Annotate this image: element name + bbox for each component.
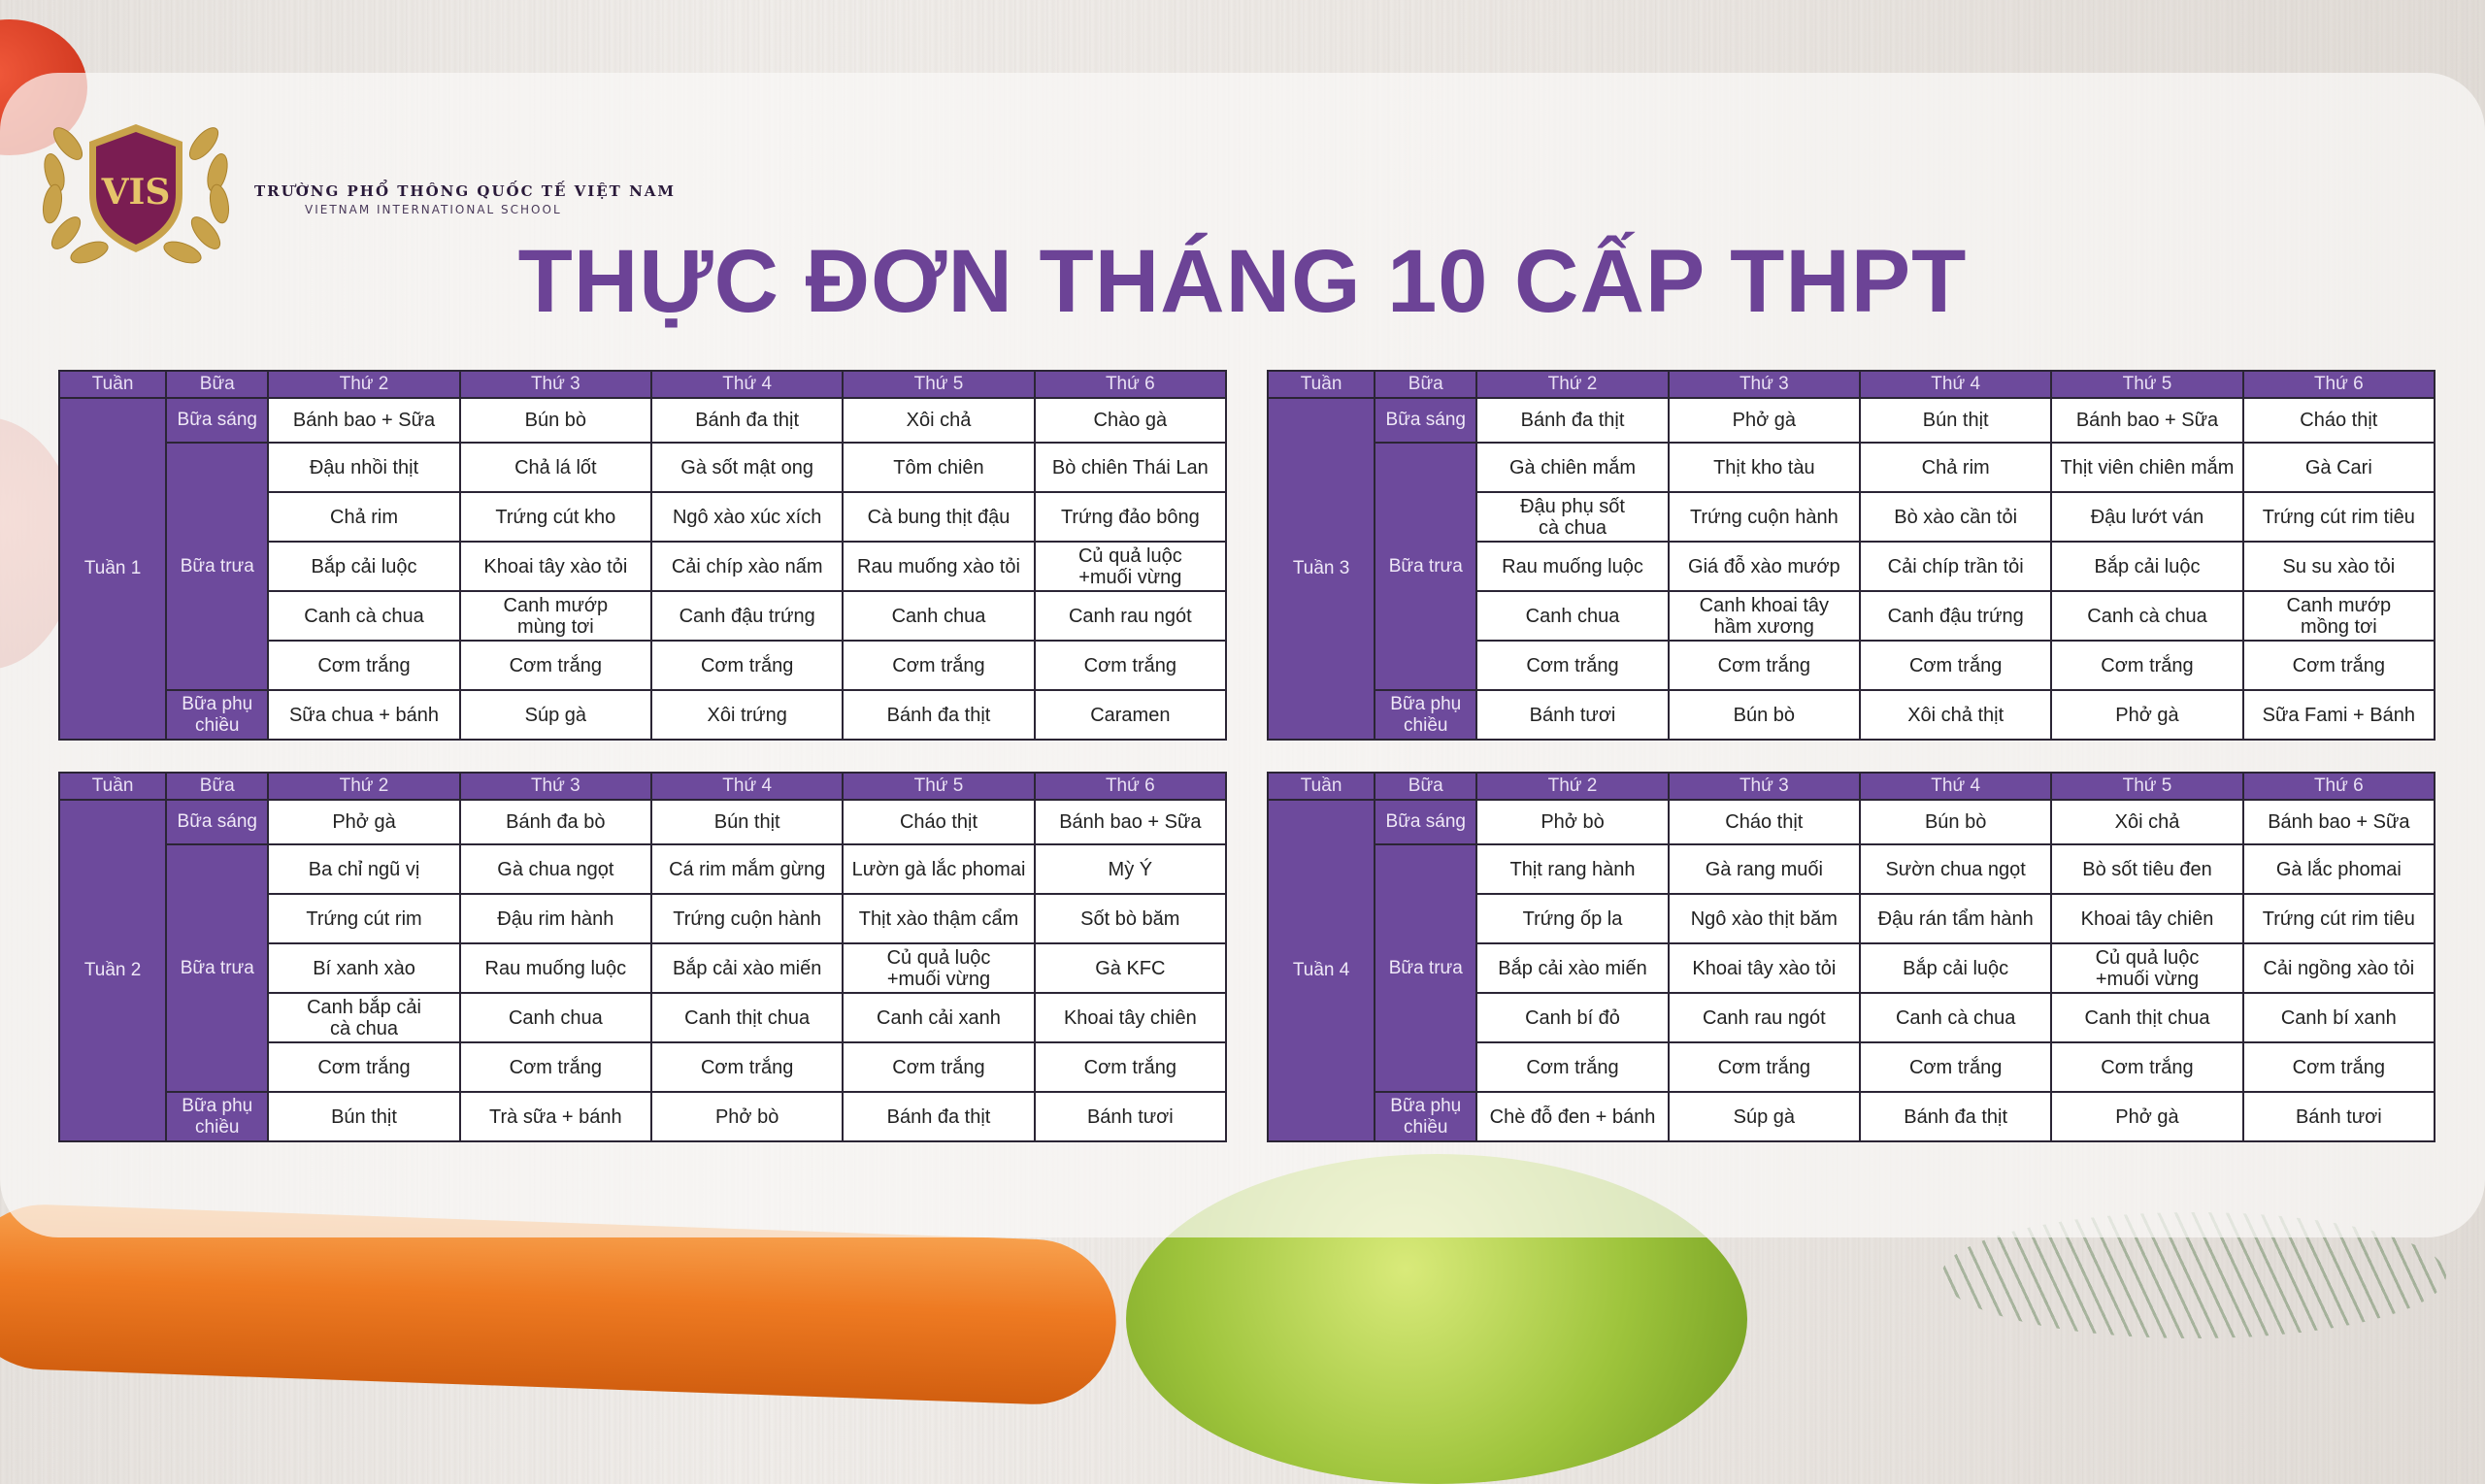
menu-cell: Khoai tây chiên (2051, 894, 2242, 943)
menu-cell: Canh mướp mùng tơi (460, 591, 651, 641)
meal-label-breakfast: Bữa sáng (166, 800, 268, 844)
menu-cell: Cơm trắng (1476, 641, 1668, 690)
menu-cell: Canh cà chua (2051, 591, 2242, 641)
menu-cell: Canh chua (1476, 591, 1668, 641)
menu-cell: Cơm trắng (460, 641, 651, 690)
menu-cell: Ba chỉ ngũ vị (268, 844, 459, 894)
menu-cell: Bánh đa bò (460, 800, 651, 844)
column-header: Thứ 4 (1860, 371, 2051, 398)
menu-cell: Gà sốt mật ong (651, 443, 843, 492)
menu-cell: Xôi chả (843, 398, 1034, 443)
menu-cell: Canh mướp mồng tơi (2243, 591, 2435, 641)
menu-cell: Phở bò (651, 1092, 843, 1141)
column-header: Thứ 5 (2051, 773, 2242, 800)
meal-label-snack: Bữa phụ chiều (166, 690, 268, 740)
menu-cell: Canh rau ngót (1035, 591, 1226, 641)
meal-label-snack: Bữa phụ chiều (1375, 690, 1476, 740)
lunch-row (59, 844, 1226, 894)
menu-cell: Cơm trắng (1476, 1042, 1668, 1092)
menu-cell: Trứng cút kho (460, 492, 651, 542)
menu-cell: Chào gà (1035, 398, 1226, 443)
menu-cell: Bánh đa thịt (843, 690, 1034, 740)
menu-cell: Bánh tươi (1035, 1092, 1226, 1141)
menu-cell: Cơm trắng (268, 641, 459, 690)
menu-cell: Cơm trắng (2051, 1042, 2242, 1092)
column-header: Thứ 3 (460, 371, 651, 398)
meal-label-lunch: Bữa trưa (166, 443, 268, 690)
menu-cell: Ngô xào xúc xích (651, 492, 843, 542)
menu-table-week-3 (1267, 370, 2435, 741)
school-name-en: VIETNAM INTERNATIONAL SCHOOL (305, 203, 562, 216)
menu-cell: Bắp cải luộc (1860, 943, 2051, 993)
breakfast-row (59, 800, 1226, 844)
column-header: Thứ 4 (651, 371, 843, 398)
menu-cell: Phở gà (2051, 1092, 2242, 1141)
menu-cell: Thịt xào thậm cẩm (843, 894, 1034, 943)
header-row (59, 371, 1226, 398)
menu-cell: Su su xào tỏi (2243, 542, 2435, 591)
menu-cell: Cải ngồng xào tỏi (2243, 943, 2435, 993)
header-row (1268, 773, 2435, 800)
menu-cell: Trứng cuộn hành (651, 894, 843, 943)
menu-cell: Bánh đa thịt (651, 398, 843, 443)
menu-cell: Bắp cải luộc (268, 542, 459, 591)
column-header: Thứ 3 (460, 773, 651, 800)
menu-table-week-4 (1267, 772, 2435, 1142)
column-header: Thứ 6 (2243, 773, 2435, 800)
menu-cell: Sữa Fami + Bánh (2243, 690, 2435, 740)
menu-cell: Canh chua (460, 993, 651, 1042)
menu-cell: Rau muống xào tỏi (843, 542, 1034, 591)
menu-cell: Bánh đa thịt (843, 1092, 1034, 1141)
column-header: Thứ 6 (1035, 773, 1226, 800)
column-header: Tuần (1268, 773, 1375, 800)
meal-label-lunch: Bữa trưa (166, 844, 268, 1092)
menu-cell: Bò sốt tiêu đen (2051, 844, 2242, 894)
menu-cell: Đậu lướt ván (2051, 492, 2242, 542)
menu-cell: Cơm trắng (651, 641, 843, 690)
week-label: Tuần 3 (1268, 398, 1375, 740)
column-header: Thứ 2 (268, 371, 459, 398)
meal-label-breakfast: Bữa sáng (166, 398, 268, 443)
menu-cell: Ngô xào thịt băm (1669, 894, 1860, 943)
menu-cell: Bánh bao + Sữa (268, 398, 459, 443)
menu-cell: Cá rim mắm gừng (651, 844, 843, 894)
meal-label-snack: Bữa phụ chiều (1375, 1092, 1476, 1141)
menu-cell: Bí xanh xào (268, 943, 459, 993)
menu-cell: Bánh bao + Sữa (2243, 800, 2435, 844)
menu-cell: Bún thịt (651, 800, 843, 844)
column-header: Thứ 5 (2051, 371, 2242, 398)
column-header: Thứ 2 (1476, 773, 1668, 800)
column-header: Thứ 6 (2243, 371, 2435, 398)
menu-cell: Trứng cút rim tiêu (2243, 492, 2435, 542)
column-header: Tuần (59, 371, 166, 398)
menu-cell: Gà Cari (2243, 443, 2435, 492)
menu-cell: Súp gà (1669, 1092, 1860, 1141)
menu-cell: Giá đỗ xào mướp (1669, 542, 1860, 591)
menu-cell: Bánh bao + Sữa (1035, 800, 1226, 844)
menu-cell: Cơm trắng (843, 1042, 1034, 1092)
menu-cell: Bún bò (460, 398, 651, 443)
menu-cell: Cải chíp trần tỏi (1860, 542, 2051, 591)
column-header: Thứ 2 (268, 773, 459, 800)
column-header: Tuần (1268, 371, 1375, 398)
menu-cell: Chả lá lốt (460, 443, 651, 492)
menu-cell: Canh bí xanh (2243, 993, 2435, 1042)
menu-cell: Cháo thịt (2243, 398, 2435, 443)
menu-cell: Cơm trắng (2051, 641, 2242, 690)
menu-cell: Phở gà (2051, 690, 2242, 740)
menu-cell: Cơm trắng (1035, 1042, 1226, 1092)
menu-cell: Thịt kho tàu (1669, 443, 1860, 492)
menu-cell: Cơm trắng (651, 1042, 843, 1092)
menu-cell: Gà KFC (1035, 943, 1226, 993)
menu-cell: Canh bí đỏ (1476, 993, 1668, 1042)
menu-cell: Canh đậu trứng (1860, 591, 2051, 641)
meal-label-breakfast: Bữa sáng (1375, 800, 1476, 844)
column-header: Thứ 3 (1669, 371, 1860, 398)
menu-cell: Khoai tây xào tỏi (460, 542, 651, 591)
column-header: Thứ 2 (1476, 371, 1668, 398)
menu-cell: Thịt rang hành (1476, 844, 1668, 894)
menu-cell: Sườn chua ngọt (1860, 844, 2051, 894)
menu-cell: Cơm trắng (1035, 641, 1226, 690)
menu-cell: Cơm trắng (1669, 1042, 1860, 1092)
header-row (59, 773, 1226, 800)
column-header: Thứ 5 (843, 371, 1034, 398)
menu-cell: Xôi chả (2051, 800, 2242, 844)
column-header: Bữa (1375, 773, 1476, 800)
menu-cell: Cải chíp xào nấm (651, 542, 843, 591)
menu-cell: Canh thịt chua (2051, 993, 2242, 1042)
breakfast-row (1268, 398, 2435, 443)
menu-cell: Khoai tây chiên (1035, 993, 1226, 1042)
menu-cell: Canh đậu trứng (651, 591, 843, 641)
meal-label-snack: Bữa phụ chiều (166, 1092, 268, 1141)
menu-cell: Bún thịt (1860, 398, 2051, 443)
meal-label-lunch: Bữa trưa (1375, 443, 1476, 690)
lunch-row (1268, 443, 2435, 492)
menu-cell: Đậu phụ sốt cà chua (1476, 492, 1668, 542)
menu-cell: Trứng cuộn hành (1669, 492, 1860, 542)
menu-cell: Bắp cải xào miến (651, 943, 843, 993)
menu-cell: Phở gà (268, 800, 459, 844)
logo-text: VIS (101, 172, 171, 213)
menu-cell: Bò chiên Thái Lan (1035, 443, 1226, 492)
menu-cell: Cơm trắng (1860, 641, 2051, 690)
menu-cell: Cơm trắng (2243, 641, 2435, 690)
menu-cell: Canh cà chua (1860, 993, 2051, 1042)
menu-cell: Gà chua ngọt (460, 844, 651, 894)
menu-table-week-1 (58, 370, 1227, 741)
menu-cell: Khoai tây xào tỏi (1669, 943, 1860, 993)
menu-cell: Trứng cút rim (268, 894, 459, 943)
menu-cell: Bánh tươi (1476, 690, 1668, 740)
menu-cell: Cơm trắng (2243, 1042, 2435, 1092)
menu-cell: Cơm trắng (268, 1042, 459, 1092)
menu-cell: Chả rim (268, 492, 459, 542)
week-label: Tuần 2 (59, 800, 166, 1141)
menu-cell: Đậu rán tẩm hành (1860, 894, 2051, 943)
menu-cell: Trứng ốp la (1476, 894, 1668, 943)
menu-cell: Rau muống luộc (1476, 542, 1668, 591)
menu-cell: Trà sữa + bánh (460, 1092, 651, 1141)
menu-cell: Sốt bò băm (1035, 894, 1226, 943)
menu-cell: Phở gà (1669, 398, 1860, 443)
breakfast-row (59, 398, 1226, 443)
menu-cell: Bắp cải luộc (2051, 542, 2242, 591)
menu-cell: Cơm trắng (1669, 641, 1860, 690)
column-header: Thứ 3 (1669, 773, 1860, 800)
snack-row (1268, 1092, 2435, 1141)
menu-cell: Củ quả luộc +muối vừng (843, 943, 1034, 993)
menu-cell: Caramen (1035, 690, 1226, 740)
menu-cell: Chả rim (1860, 443, 2051, 492)
menu-cell: Phở bò (1476, 800, 1668, 844)
menu-cell: Mỳ Ý (1035, 844, 1226, 894)
menu-cell: Bánh đa thịt (1476, 398, 1668, 443)
menu-cell: Canh thịt chua (651, 993, 843, 1042)
meal-label-lunch: Bữa trưa (1375, 844, 1476, 1092)
meal-label-breakfast: Bữa sáng (1375, 398, 1476, 443)
menu-cell: Gà chiên mắm (1476, 443, 1668, 492)
menu-cell: Thịt viên chiên mắm (2051, 443, 2242, 492)
menu-cell: Bún bò (1669, 690, 1860, 740)
menu-cell: Bún bò (1860, 800, 2051, 844)
page-title: THỰC ĐƠN THÁNG 10 CẤP THPT (517, 232, 1968, 331)
column-header: Tuần (59, 773, 166, 800)
breakfast-row (1268, 800, 2435, 844)
menu-cell: Đậu rim hành (460, 894, 651, 943)
menu-cell: Lườn gà lắc phomai (843, 844, 1034, 894)
week-label: Tuần 1 (59, 398, 166, 740)
menu-table-week-2 (58, 772, 1227, 1142)
menu-cell: Trứng đảo bông (1035, 492, 1226, 542)
menu-cell: Súp gà (460, 690, 651, 740)
column-header: Bữa (166, 773, 268, 800)
menu-cell: Củ quả luộc +muối vừng (1035, 542, 1226, 591)
column-header: Bữa (166, 371, 268, 398)
menu-cell: Canh cải xanh (843, 993, 1034, 1042)
menu-cell: Chè đỗ đen + bánh (1476, 1092, 1668, 1141)
menu-cell: Cà bung thịt đậu (843, 492, 1034, 542)
menu-cell: Trứng cút rim tiêu (2243, 894, 2435, 943)
menu-cell: Canh rau ngót (1669, 993, 1860, 1042)
snack-row (59, 1092, 1226, 1141)
menu-cell: Canh cà chua (268, 591, 459, 641)
menu-cell: Cơm trắng (460, 1042, 651, 1092)
menu-cell: Cơm trắng (1860, 1042, 2051, 1092)
menu-cell: Gà rang muối (1669, 844, 1860, 894)
menu-cell: Bắp cải xào miến (1476, 943, 1668, 993)
menu-cell: Canh khoai tây hầm xương (1669, 591, 1860, 641)
menu-cell: Sữa chua + bánh (268, 690, 459, 740)
column-header: Thứ 5 (843, 773, 1034, 800)
menu-cell: Củ quả luộc +muối vừng (2051, 943, 2242, 993)
snack-row (1268, 690, 2435, 740)
menu-cell: Bánh tươi (2243, 1092, 2435, 1141)
menu-cell: Bún thịt (268, 1092, 459, 1141)
column-header: Thứ 4 (1860, 773, 2051, 800)
menu-cell: Cháo thịt (1669, 800, 1860, 844)
menu-cell: Rau muống luộc (460, 943, 651, 993)
school-name-vi: TRƯỜNG PHỔ THÔNG QUỐC TẾ VIỆT NAM (254, 182, 677, 200)
menu-cell: Xôi chả thịt (1860, 690, 2051, 740)
menu-cell: Đậu nhồi thịt (268, 443, 459, 492)
school-name (254, 182, 676, 216)
menu-cell: Cơm trắng (843, 641, 1034, 690)
lunch-row (1268, 844, 2435, 894)
header-row (1268, 371, 2435, 398)
menu-cell: Canh bắp cải cà chua (268, 993, 459, 1042)
column-header: Thứ 4 (651, 773, 843, 800)
column-header: Thứ 6 (1035, 371, 1226, 398)
menu-cell: Tôm chiên (843, 443, 1034, 492)
column-header: Bữa (1375, 371, 1476, 398)
menu-cell: Xôi trứng (651, 690, 843, 740)
menu-cell: Cháo thịt (843, 800, 1034, 844)
snack-row (59, 690, 1226, 740)
lunch-row (59, 443, 1226, 492)
week-label: Tuần 4 (1268, 800, 1375, 1141)
menu-cell: Bánh đa thịt (1860, 1092, 2051, 1141)
menu-cell: Gà lắc phomai (2243, 844, 2435, 894)
menu-cell: Canh chua (843, 591, 1034, 641)
menu-cell: Bò xào cần tỏi (1860, 492, 2051, 542)
menu-cell: Bánh bao + Sữa (2051, 398, 2242, 443)
